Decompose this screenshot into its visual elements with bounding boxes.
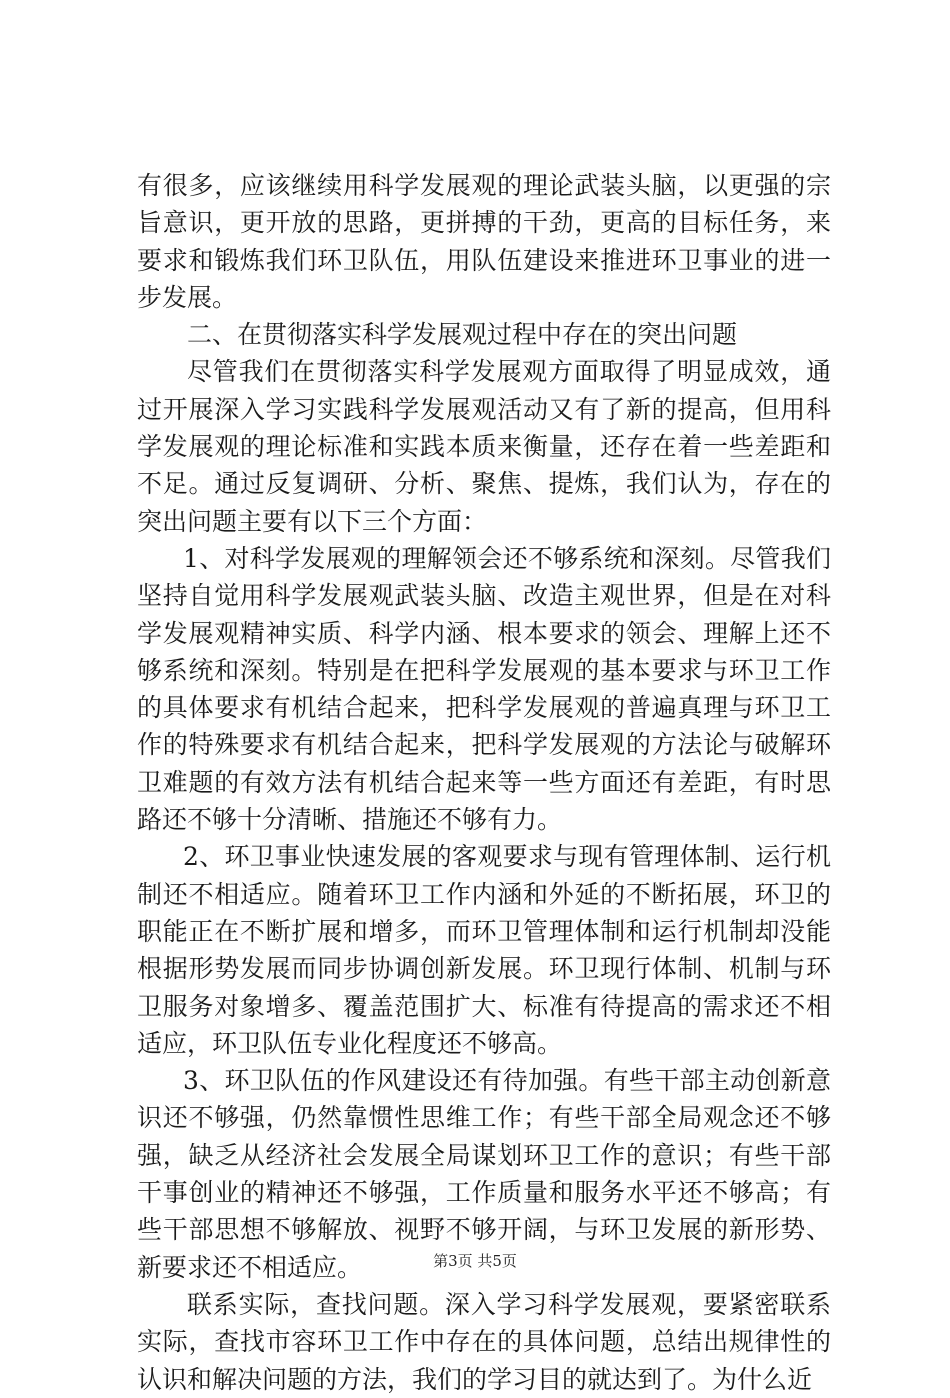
paragraph-item-2: 2、环卫事业快速发展的客观要求与现有管理体制、运行机制还不相适应。随着环卫工作内涵和外延的不断拓展，环卫的职能正在不断扩展和增多，而环卫管理体制和运行机制却没能根据形势发展而同步协调创新发展。环卫现行体制、机制与环卫服务对象增多、覆盖范围扩大、标准有待提高的需求还不相适应，环卫队伍专业化程度还不够高。 bbox=[137, 842, 831, 1058]
paragraph-continuation: 有很多，应该继续用科学发展观的理论武装头脑，以更强的宗旨意识，更开放的思路，更拼搏的干劲，更高的目标任务，来要求和锻炼我们环卫队伍，用队伍建设来推进环卫事业的进一步发展。 bbox=[137, 171, 831, 312]
page-number-label: 第3页 共5页 bbox=[433, 1252, 517, 1270]
paragraph-item-3: 3、环卫队伍的作风建设还有待加强。有些干部主动创新意识还不够强，仍然靠惯性思维工作；有些干部全局观念还不够强，缺乏从经济社会发展全局谋划环卫工作的意识；有些干部干事创业的精神还不够强，工作质量和服务水平还不够高；有些干部思想不够解放、视野不够开阔，与环卫发展的新形势、新要求还不相适应。 bbox=[137, 1066, 831, 1282]
section-heading: 二、在贯彻落实科学发展观过程中存在的突出问题 bbox=[187, 320, 738, 350]
paragraph-intro: 尽管我们在贯彻落实科学发展观方面取得了明显成效，通过开展深入学习实践科学发展观活动又有了新的提高，但用科学发展观的理论标准和实践本质来衡量，还存在着一些差距和不足。通过反复调研、分析、聚焦、提炼，我们认为，存在的突出问题主要有以下三个方面： bbox=[137, 357, 831, 536]
document-body bbox=[137, 167, 831, 1398]
paragraph-item-1: 1、对科学发展观的理解领会还不够系统和深刻。尽管我们坚持自觉用科学发展观武装头脑、改造主观世界，但是在对科学发展观精神实质、科学内涵、根本要求的领会、理解上还不够系统和深刻。特别是在把科学发展观的基本要求与环卫工作的具体要求有机结合起来，把科学发展观的普遍真理与环卫工作的特殊要求有机结合起来，把科学发展观的方法论与破解环卫难题的有效方法有机结合起来等一些方面还有差距，有时思路还不够十分清晰、措施还不够有力。 bbox=[137, 543, 831, 835]
paragraph-practice: 联系实际，查找问题。深入学习科学发展观，要紧密联系实际，查找市容环卫工作中存在的具体问题，总结出规律性的认识和解决问题的方法，我们的学习目的就达到了。为什么近 bbox=[137, 1289, 831, 1394]
page-footer bbox=[0, 1250, 950, 1271]
